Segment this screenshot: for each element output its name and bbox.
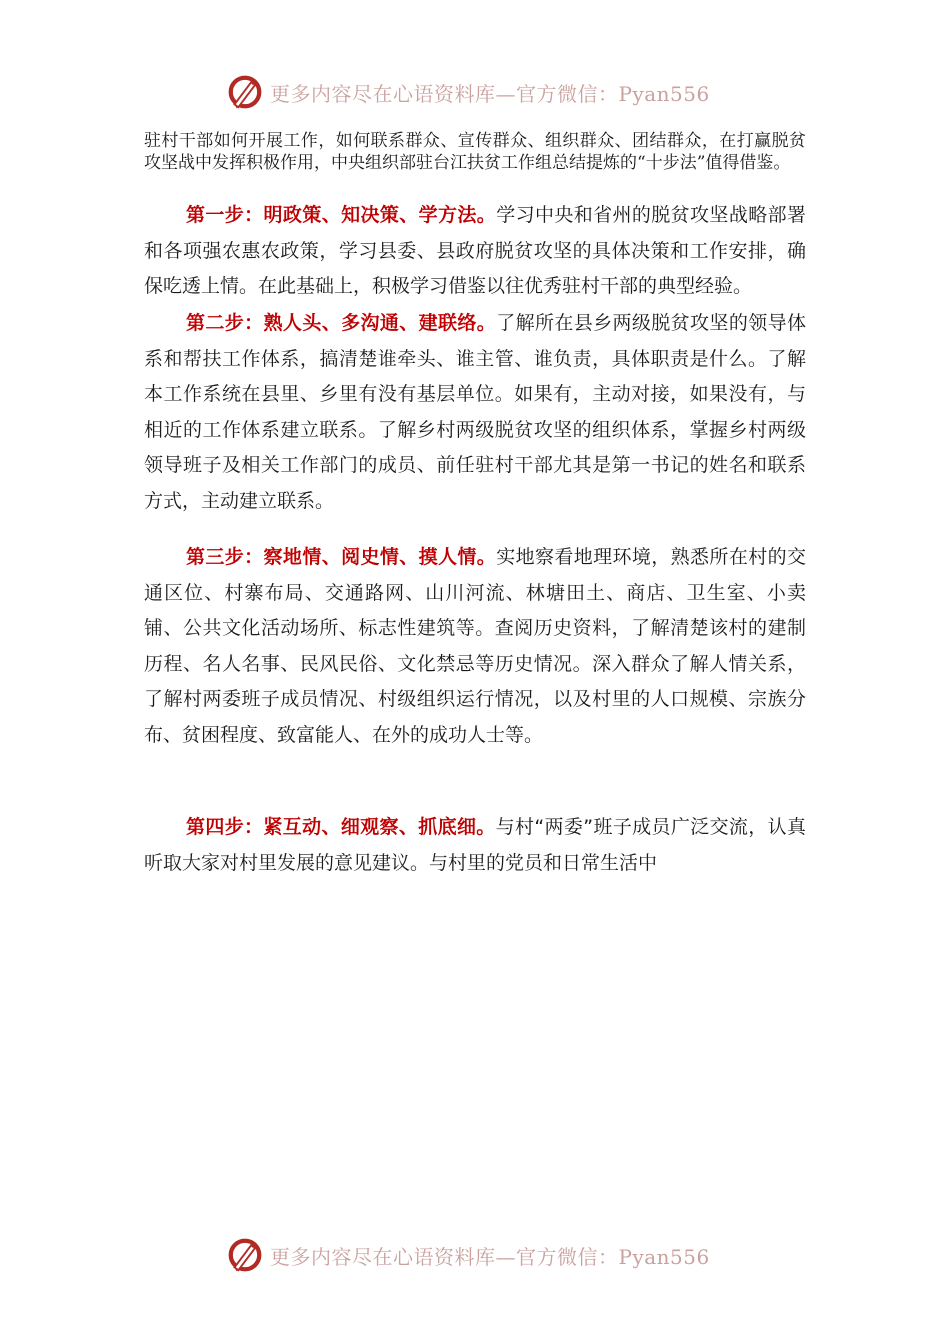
step-3-heading: 第三步：察地情、阅史情、摸人情。 — [186, 546, 497, 568]
footer-banner-text: 更多内容尽在心语资料库—官方微信：Pyan556 — [270, 1244, 710, 1269]
step-3-paragraph — [144, 540, 806, 753]
pen-logo-icon — [226, 1236, 264, 1274]
intro-paragraph: 驻村干部如何开展工作，如何联系群众、宣传群众、组织群众、团结群众，在打赢脱贫攻坚战中发挥积极作用，中央组织部驻台江扶贫工作组总结提炼的“十步法”值得借鉴。 — [144, 131, 806, 173]
step-1-heading: 第一步：明政策、知决策、学方法。 — [186, 204, 497, 226]
pen-logo-icon — [226, 73, 264, 111]
header-banner-text: 更多内容尽在心语资料库—官方微信：Pyan556 — [270, 81, 710, 106]
step-4-body: 与村“两委”班子成员广泛交流，认真听取大家对村里发展的意见建议。与村里的党员和日常生活中 — [144, 816, 806, 874]
step-2-body: 了解所在县乡两级脱贫攻坚的领导体系和帮扶工作体系，搞清楚谁牵头、谁主管、谁负责，具体职责是什么。了解本工作系统在县里、乡里有没有基层单位。如果有，主动对接，如果没有，与相近的工作体系建立联系。了解乡村两级脱贫攻坚的组织体系，掌握乡村两级领导班子及相关工作部门的成员、前任驻村干部尤其是第一书记的姓名和联系方式，主动建立联系。 — [144, 312, 806, 512]
step-1-paragraph — [144, 198, 806, 305]
step-3-body: 实地察看地理环境，熟悉所在村的交通区位、村寨布局、交通路网、山川河流、林塘田土、商店、卫生室、小卖铺、公共文化活动场所、标志性建筑等。查阅历史资料，了解清楚该村的建制历程、名人名事、民风民俗、文化禁忌等历史情况。深入群众了解人情关系，了解村两委班子成员情况、村级组织运行情况，以及村里的人口规模、宗族分布、贫困程度、致富能人、在外的成功人士等。 — [144, 546, 806, 746]
step-4-heading: 第四步：紧互动、细观察、抓底细。 — [186, 816, 496, 838]
header-banner — [226, 70, 746, 114]
step-1-body: 学习中央和省州的脱贫攻坚战略部署和各项强农惠农政策，学习县委、县政府脱贫攻坚的具体决策和工作安排，确保吃透上情。在此基础上，积极学习借鉴以往优秀驻村干部的典型经验。 — [144, 204, 806, 297]
footer-banner — [226, 1233, 746, 1277]
step-2-paragraph — [144, 306, 806, 519]
step-2-heading: 第二步：熟人头、多沟通、建联络。 — [186, 312, 497, 334]
step-4-paragraph — [144, 810, 806, 881]
